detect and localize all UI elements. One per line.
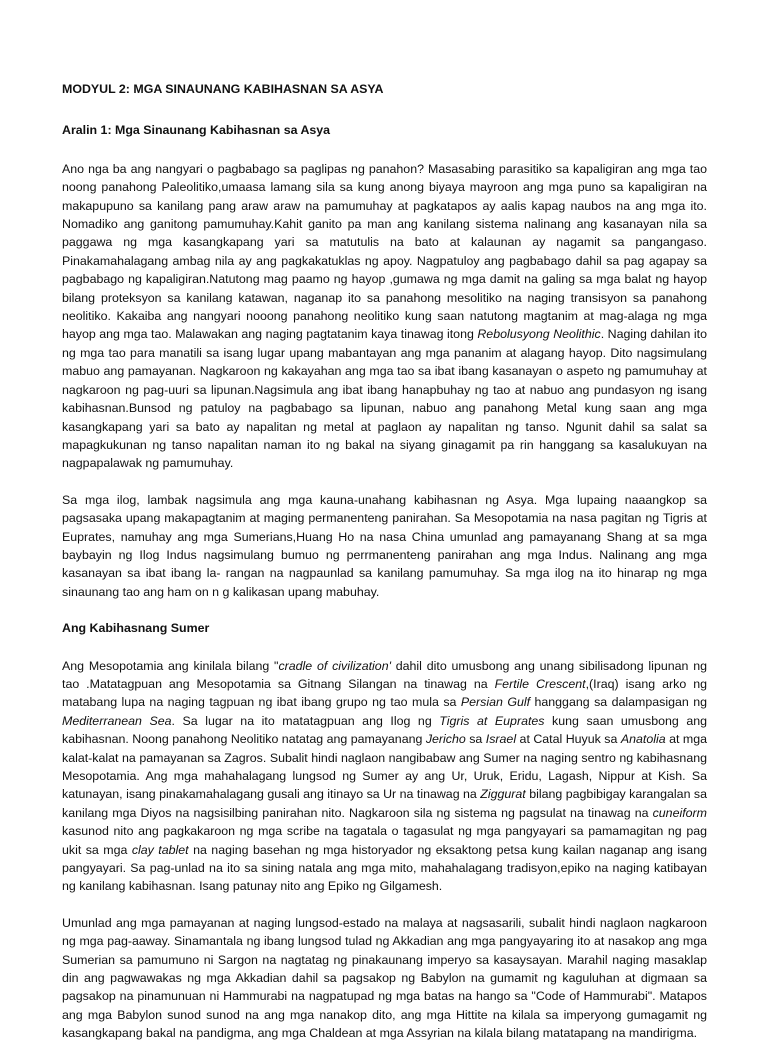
paragraph-text: Ano nga ba ang nangyari o pagbabago sa paglipas ng panahon? Masasabing parasitiko sa kapaligiran ang mga tao noong panahong Paleolitiko,umaasa lamang sila sa kung anong biyaya mayroon ang mga puno sa kapaligiran na makapupuno sa kanilang pang araw araw na pamumuhay at pagkatapos ay aalis kapag naubos na ang mga ito. Nomadiko ang ganitong pamumuhay.Kahit ganito pa man ang kanilang sistema nalinang ang kasanayan nila sa paggawa ng mga kasangkapang yari sa matutulis na bato at kalaunan ay nagamit sa pangangaso. Pinakamahalagang ambag nila ay ang pagkakatuklas ng apoy. Nagpatuloy ang pagbabago dahil sa pag agapay sa pagbabago ng kapaligiran.Natutong mag paamo ng hayop ,gumawa ng mga damit na galing sa mga balat ng hayop bilang proteksyon sa kanilang katawan, naganap ito sa panahong mesolitiko na naging transisyon sa panahong neolitiko. Kakaiba ang nangyari nooong panahong neolitiko kung saan natutong magtanim at mag-alaga ng mga hayop ang mga tao. Malawakan ang naging pagtatanim kaya tinawag itong [62, 161, 707, 342]
paragraph-text: bilang pagbibigay karangalan sa kanilang mga Diyos na nagsisilbing panirahan nito. Nagkaroon sila ng sistema ng pagsulat na tinawag na [62, 787, 708, 820]
paragraph-river-civilizations: Sa mga ilog, lambak nagsimula ang mga kauna-unahang kabihasnan ng Asya. Mga lupaing naaangkop sa pagsasaka upang makapagtanim at maging permanenteng panirahan. Sa Mesopotamia na nasa pagitan ng Tigris at Euprates, namuhay ang mga Sumerians,Huang Ho na nasa China umunlad ang pamayanang Shang at sa mga baybayin ng Ilog Indus nagsimulang bumuo ng perrmanenteng panirahan ang mga Indus. Nalinang ang mga kasanayan sa ibat ibang la- rangan na nagpaunlad sa kanilang pamumuhay. Sa mga ilog na ito hinarap ng mga sinaunang tao ang ham on n g kalikasan upang mabuhay. [62, 492, 707, 599]
document-body [62, 80, 707, 1043]
term-jericho: Jericho [425, 732, 466, 747]
term-rebolusyong-neolithic: Rebolusyong Neolithic [477, 327, 601, 342]
paragraph-empires: Umunlad ang mga pamayanan at naging lungsod-estado na malaya at nagsasarili, subalit hindi naglaon nagkaroon ng mga pag-aaway. Sinamantala ng ibang lungsod tulad ng Akkadian ang mga pangyayaring ito at nasakop ang mga Sumerian sa pamumuno ni Sargon na nagtatag ng pinakaunang imperyo sa kasaysayan. Marahil naging masaklap din ang pagwawakas ng mga Akkadian dahil sa pagsakop ng Babylon na gumamit ng kaguluhan at digmaan sa pagsakop na pinamunuan ni Hammurabi na nagpatupad ng mga batas na hango sa "Code of Hammurabi". Matapos ang mga Babylon sunod sunod na ang mga nanakop dito, ang mga Hittite na kilala sa imperyong gumagamit ng kasangkapang bakal na pandigma, ang mga Chaldean at mga Assyrian na kilala bilang matatapang na mandirigma. [62, 915, 707, 1041]
term-persian-gulf: Persian Gulf [460, 695, 531, 710]
term-clay-tablet: clay tablet [131, 842, 189, 857]
paragraph-text: at mga kalat-kalat na pamayanan sa Zagros. Subalit hindi naglaon nangibabaw ang Sumer na naging sentro ng kabihasnang Mesopotamia. Ang mga mahahalagang lungsod ng Sumer ay ang Ur, Uruk, Eridu, Lagash, Nippur at Kish. Sa katunayan, isang pinakamahalagang gusali ang itinayo sa Ur na tinawag na [62, 732, 707, 802]
paragraph-text: sa [465, 732, 486, 747]
paragraph-text: na naging basehan ng mga historyador ng eksaktong petsa kung kailan naganap ang isang pangyayari. Sa pag-unlad na ito sa sining natala ang mga mito, mahahalagang tradisyon,epiko na naging katibayan ng kanilang kabihasnan. Isang patunay nito ang Epiko ng Gilgamesh. [62, 842, 707, 894]
paragraph-text: . Sa lugar na ito matatagpuan ang Ilog ng [171, 713, 440, 728]
term-ziggurat: Ziggurat [480, 787, 526, 802]
term-cradle-of-civilization: cradle of civilization' [278, 658, 391, 673]
term-anatolia: Anatolia [620, 732, 666, 747]
module-title: MODYUL 2: MGA SINAUNANG KABIHASNAN SA ASYA [62, 82, 384, 96]
paragraph-text: . Naging dahilan ito ng mga tao para manatili sa isang lugar upang mabantayan ang mga pananim at alagang hayop. Dito nagsimulang mabuo ang pamayanan. Nagkaroon ng kakayahan ang mga tao sa ibat ibang kasanayan o aspeto ng pamumuhay at nagkaroon ng pag-uuri sa lipunan.Nagsimula ang ibat ibang hanapbuhay ng tao at nabuo ang pundasyon ng isang kabihasnan.Bunsod ng patuloy na pagbabago sa lipunan, nabuo ang panahong Metal kung saan ang mga kasangkapang yari sa bato ay napalitan ng metal at paglaon ay napalitan ng tanso. Ngunit dahil sa salat sa mapagkukunan ng tanso napalitan naman ito ng bakal na siyang ginagamit pa rin hanggang sa kasalukuyan na nagpapalawak ng pamumuhay. [62, 327, 707, 471]
term-cuneiform: cuneiform [652, 805, 707, 820]
paragraph-text: hanggang sa dalampasigan ng [530, 695, 707, 710]
section-title: Ang Kabihasnang Sumer [62, 621, 210, 636]
lesson-title: Aralin 1: Mga Sinaunang Kabihasnan sa Asya [62, 123, 331, 138]
paragraph-text: ,(Iraq) isang arko ng matabang lupa na naging tagpuan ng ibat ibang grupo ng tao mula sa [62, 676, 707, 710]
term-israel: Israel [485, 732, 517, 747]
paragraph-text: kung saan umusbong ang kabihasnan. Noong panahong Neolitiko natatag ang pamayanang [62, 713, 707, 747]
paragraph-text: kasunod nito ang pagkakaroon ng mga scribe na tagatala o tagasulat ng mga pangyayari sa pamamagitan ng pag ukit sa mga [62, 824, 707, 857]
paragraph-text: dahil dito umusbong ang unang sibilisadong lipunan ng tao .Matatagpuan ang Mesopotamia sa Gitnang Silangan na tinawag na [62, 658, 707, 691]
term-mediterranean-sea: Mediterranean Sea [62, 713, 172, 728]
paragraph-mesopotamia [62, 657, 707, 896]
term-tigris-at-euprates: Tigris at Euprates [439, 713, 545, 728]
paragraph-neolithic-changes [62, 160, 707, 473]
paragraph-text: Ang Mesopotamia ang kinilala bilang " [62, 658, 279, 673]
paragraph-text: at Catal Huyuk sa [516, 732, 621, 747]
term-fertile-crescent: Fertile Crescent [494, 676, 586, 691]
